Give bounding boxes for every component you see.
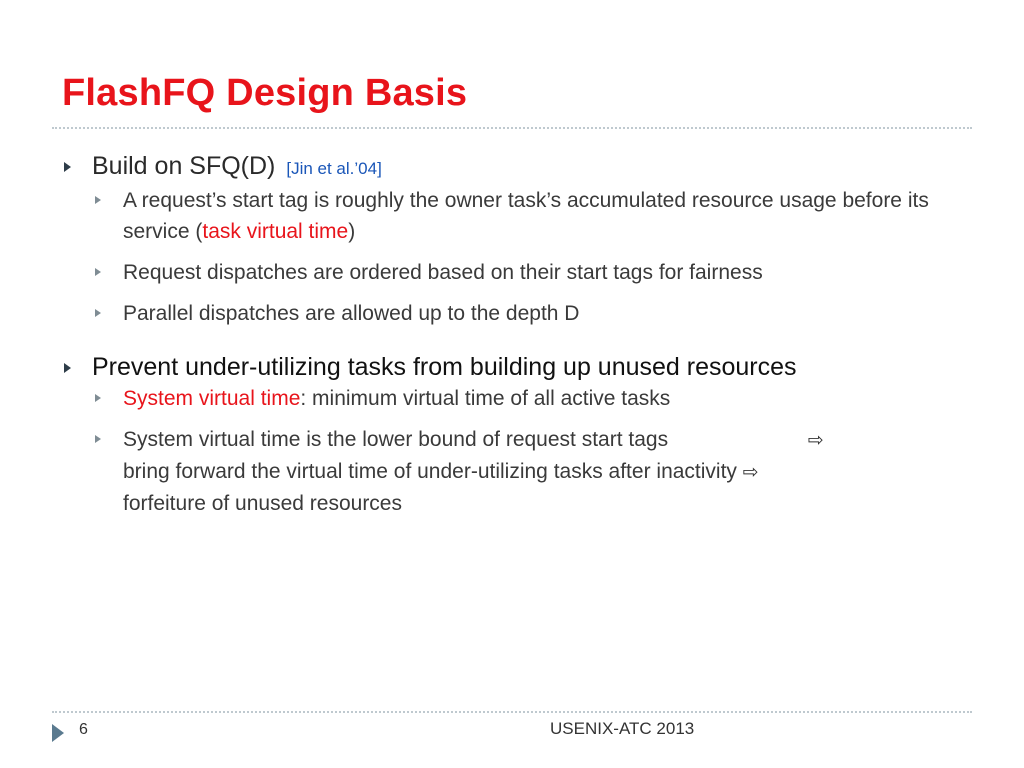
sub-bullet-system-virtual-time — [62, 383, 972, 414]
sub-bullet-line-1: System virtual time is the lower bound of request start tags — [123, 428, 669, 451]
system-virtual-time-term: System virtual time — [123, 387, 301, 410]
sub-bullet-triangle-icon — [95, 196, 101, 204]
title-divider — [52, 127, 972, 129]
footer-venue: USENIX-ATC 2013 — [550, 719, 695, 738]
sub-bullet-text-end: ) — [348, 220, 356, 243]
sub-bullet-triangle-icon — [95, 268, 101, 276]
arrow-right-icon: ⇨ — [742, 461, 759, 483]
footer-divider — [52, 711, 972, 713]
task-virtual-time-term: task virtual time — [202, 220, 349, 243]
footer-triangle-icon — [52, 724, 64, 742]
bullet-triangle-icon — [64, 363, 71, 373]
sub-bullet-text: : minimum virtual time of all active tasks — [300, 387, 671, 410]
slide-title: FlashFQ Design Basis — [62, 72, 468, 114]
sub-bullet-triangle-icon — [95, 309, 101, 317]
citation: [Jin et al.’04] — [286, 159, 382, 178]
sub-bullet-triangle-icon — [95, 435, 101, 443]
sub-bullet-text: A request’s start tag is roughly the owner task’s accumulated resource usage before its service ( — [123, 189, 929, 243]
sub-bullet-lower-bound — [62, 424, 972, 519]
bullet-text: Build on SFQ(D) — [92, 152, 276, 180]
slide-body — [62, 150, 972, 519]
sub-bullet-parallel-dispatch — [62, 298, 972, 329]
bullet-build-on-sfq — [62, 150, 972, 185]
sub-bullet-dispatch-order — [62, 257, 972, 288]
bullet-triangle-icon — [64, 162, 71, 172]
arrow-right-icon: ⇨ — [807, 429, 824, 451]
bullet-text: Prevent under-utilizing tasks from building up unused resources — [92, 353, 797, 381]
sub-bullet-triangle-icon — [95, 394, 101, 402]
sub-bullet-start-tag — [62, 185, 972, 247]
bullet-prevent-underutilizing — [62, 351, 972, 383]
page-number: 6 — [79, 721, 88, 738]
sub-bullet-line-2: bring forward the virtual time of under-utilizing tasks after inactivity — [123, 460, 737, 483]
sub-bullet-text: Parallel dispatches are allowed up to the depth D — [123, 302, 580, 325]
sub-bullet-line-3: forfeiture of unused resources — [123, 492, 402, 515]
sub-bullet-text: Request dispatches are ordered based on their start tags for fairness — [123, 261, 763, 284]
